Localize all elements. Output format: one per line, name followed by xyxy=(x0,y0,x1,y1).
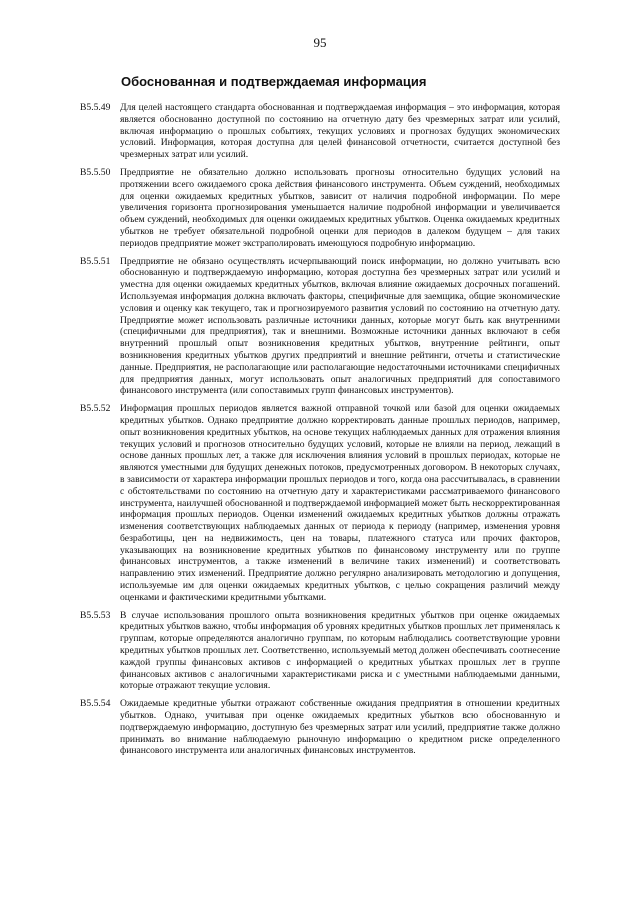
paragraph-b5-5-54 xyxy=(80,698,560,757)
paragraph-number: B5.5.50 xyxy=(80,166,111,178)
paragraph-b5-5-53 xyxy=(80,610,560,693)
paragraph-text: В случае использования прошлого опыта возникновения кредитных убытков при оценке ожидаемых кредитных убытков важно, чтобы информация об уровнях кредитных убытков прошлых лет применялась к группам, которые определяются аналогично группам, по которым наблюдались соответствующие уровни кредитных убытков прошлых лет. Соответственно, используемый метод должен обеспечивать соотнесение каждой группы финансовых активов с информацией о кредитных убытках прошлых лет в группе финансовых активов с аналогичными характеристиками риска и с уместными наблюдаемыми данными, которые отражают текущие условия. xyxy=(120,609,560,692)
paragraph-number: B5.5.51 xyxy=(80,255,111,267)
paragraph-number: B5.5.53 xyxy=(80,609,111,621)
paragraph-b5-5-51 xyxy=(80,256,560,398)
paragraph-number: B5.5.52 xyxy=(80,403,111,415)
paragraph-b5-5-52 xyxy=(80,403,560,604)
paragraph-b5-5-50 xyxy=(80,167,560,250)
paragraph-number: B5.5.54 xyxy=(80,698,111,710)
page-number: 95 xyxy=(313,35,327,50)
paragraph-text: Информация прошлых периодов является важной отправной точкой или базой для оценки ожидаемых кредитных убытков. Однако предприятие должно корректировать данные прошлых периодов, например, опыт возникновения кредитных убытков, на основе текущих наблюдаемых данных для отражения влияния текущих условий и прогнозов относительно будущих условий, которые не влияли на период, лежащий в основе данных прошлых лет, а также для исключения влияния условий в прошлых периодах, которые не являются уместными для будущих денежных потоков, предусмотренных договором. В некоторых случаях, в зависимости от характера информации прошлых периодов и того, когда она рассчитывалась, в сравнении с обстоятельствами по состоянию на отчетную дату и характеристиками рассматриваемого финансового инструмента, наилучшей обоснованной и подтверждаемой информацией может быть нескорректированная информация прошлых периодов. Оценки изменений ожидаемых кредитных убытков должны отражать изменения соответствующих наблюдаемых данных от периода к периоду (например, изменения уровня безработицы, цен на недвижимость, цен на товары, платежного статуса или прочих факторов, указывающих на возникновение кредитных убытков по финансовому инструменту или по группе финансовых инструментов, а также изменений в величине таких изменений) и соответствовать направлению этих изменений. Предприятие должно регулярно анализировать методологию и допущения, используемые им для оценки ожидаемых кредитных убытков, с целью сокращения различий между оценками и фактическими кредитными убытками. xyxy=(120,403,560,603)
paragraph-text: Предприятие не обязательно должно использовать прогнозы относительно будущих условий на протяжении всего ожидаемого срока действия финансового инструмента. Объем суждений, необходимых для оценки ожидаемых кредитных убытков, зависит от наличия подробной информации. По мере увеличения горизонта прогнозирования уменьшается наличие подробной информации и увеличивается объем суждений, необходимых для оценки ожидаемых кредитных убытков. Оценка ожидаемых кредитных убытков не требует обязательной подробной оценки для периодов в далеком будущем – для таких периодов предприятие может экстраполировать имеющуюся подробную информацию. xyxy=(120,166,560,249)
paragraph-b5-5-49 xyxy=(80,102,560,161)
paragraph-text: Для целей настоящего стандарта обоснованная и подтверждаемая информация – это информация, которая является обоснованно доступной по состоянию на отчетную дату без чрезмерных затрат или усилий, включая информацию о прошлых событиях, текущих условиях и прогнозах будущих экономических условий. Информация, которая доступна для целей финансовой отчетности, считается доступной без чрезмерных затрат или усилий. xyxy=(120,102,560,161)
section-title: Обоснованная и подтверждаемая информация xyxy=(121,74,427,89)
paragraph-text: Предприятие не обязано осуществлять исчерпывающий поиск информации, но должно учитывать всю обоснованную и подтверждаемую информацию, которая доступна без чрезмерных затрат или усилий и уместна для оценки ожидаемых кредитных убытков, включая влияние ожидаемых досрочных погашений. Используемая информация должна включать факторы, специфичные для заемщика, общие экономические условия и оценку как текущего, так и прогнозируемого развития условий по состоянию на отчетную дату. Предприятие может использовать различные источники данных, которые могут быть как внутренними (специфичными для предприятия), так и внешними. Возможные источники данных включают в себя внутренний прошлый опыт возникновения кредитных убытков, внутренние рейтинги, опыт возникновения кредитных убытков других предприятий и внешние рейтинги, отчеты и статистические данные. Предприятия, не располагающие или располагающие недостаточными источниками специфичных для предприятия данных, могут использовать опыт аналогичных предприятий для сопоставимого финансового инструмента (или сопоставимых групп финансовых инструментов). xyxy=(120,255,560,397)
paragraph-number: B5.5.49 xyxy=(80,102,111,113)
paragraph-list xyxy=(80,102,560,763)
paragraph-text: Ожидаемые кредитные убытки отражают собственные ожидания предприятия в отношении кредитных убытков. Однако, учитывая при оценке ожидаемых кредитных убытков всю обоснованную и подтверждаемую информацию, доступную без чрезмерных затрат или усилий, предприятие также должно принимать во внимание наблюдаемую рыночную информацию о кредитном риске определенного финансового инструмента или аналогичных финансовых инструментов. xyxy=(120,698,560,757)
